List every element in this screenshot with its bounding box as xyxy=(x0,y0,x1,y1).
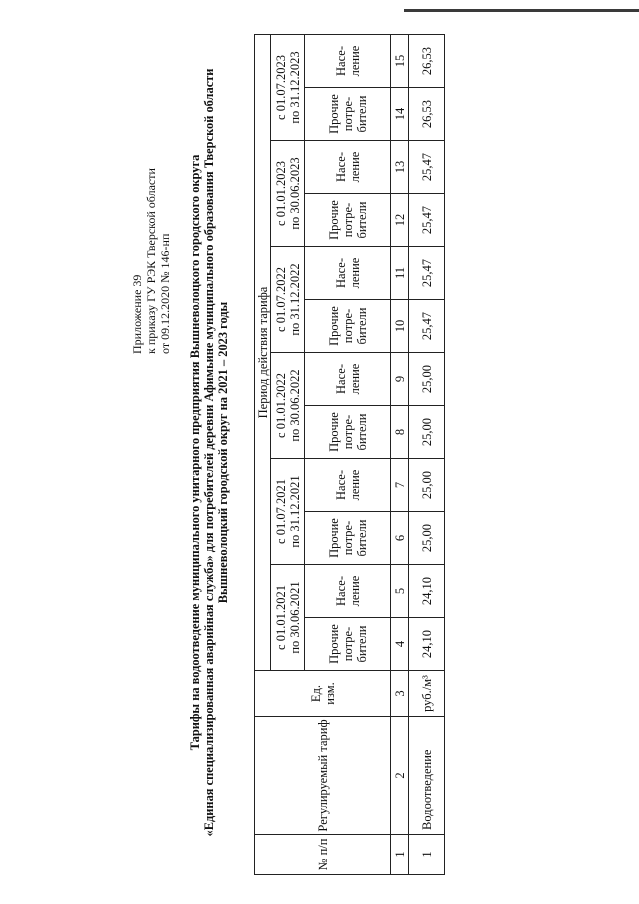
sub-population: Насе-ление xyxy=(305,459,391,512)
col-number: 8 xyxy=(391,406,409,459)
col-number: 1 xyxy=(391,835,409,875)
row-value: 26,53 xyxy=(409,35,445,88)
period-4: с 01.07.2022 по 31.12.2022 xyxy=(271,247,305,353)
title-line-3: Вышневолоцкий городской округ на 2021 – 2023 годы xyxy=(216,301,230,604)
header-no: № п/п xyxy=(255,835,391,875)
row-value: 25,47 xyxy=(409,247,445,300)
table-row xyxy=(409,35,445,875)
title-line-2: «Единая специализированная аварийная служба» для потребителей деревни Афимьине муниципального образования Тверской области xyxy=(202,68,216,837)
col-number: 9 xyxy=(391,353,409,406)
appendix-line-2: к приказу ГУ РЭК Тверской области xyxy=(144,168,158,354)
period-6: с 01.07.2023 по 31.12.2023 xyxy=(271,35,305,141)
row-unit: руб./м³ xyxy=(409,671,445,717)
sub-other: Прочие потре-бители xyxy=(305,512,391,565)
row-value: 24,10 xyxy=(409,565,445,618)
col-number: 3 xyxy=(391,671,409,717)
sub-population: Насе-ление xyxy=(305,353,391,406)
col-number: 7 xyxy=(391,459,409,512)
col-number: 10 xyxy=(391,300,409,353)
col-number: 11 xyxy=(391,247,409,300)
appendix-note xyxy=(130,24,172,354)
column-number-row xyxy=(391,35,409,875)
row-tariff: Водоотведение xyxy=(409,717,445,835)
col-number: 2 xyxy=(391,717,409,835)
sub-population: Насе-ление xyxy=(305,247,391,300)
sub-other: Прочие потре-бители xyxy=(305,618,391,671)
col-number: 15 xyxy=(391,35,409,88)
sub-other: Прочие потре-бители xyxy=(305,300,391,353)
header-unit: Ед. изм. xyxy=(255,671,391,717)
header-tariff: Регулируемый тариф xyxy=(255,717,391,835)
sub-population: Насе-ление xyxy=(305,565,391,618)
sub-other: Прочие потре-бители xyxy=(305,194,391,247)
row-value: 25,00 xyxy=(409,459,445,512)
appendix-line-3: от 09.12.2020 № 146-нп xyxy=(158,233,172,354)
title-line-1: Тарифы на водоотведение муниципального унитарного предприятия Вышневолоцкого городского округа xyxy=(188,154,202,751)
period-2: с 01.07.2021 по 31.12.2021 xyxy=(271,459,305,565)
appendix-line-1: Приложение 39 xyxy=(130,274,144,354)
col-number: 4 xyxy=(391,618,409,671)
document-title xyxy=(188,20,230,885)
row-value: 24,10 xyxy=(409,618,445,671)
row-value: 25,00 xyxy=(409,353,445,406)
col-number: 12 xyxy=(391,194,409,247)
sub-other: Прочие потре-бители xyxy=(305,406,391,459)
sub-other: Прочие потре-бители xyxy=(305,88,391,141)
scan-edge xyxy=(404,9,639,12)
col-number: 13 xyxy=(391,141,409,194)
period-1: с 01.01.2021 по 30.06.2021 xyxy=(271,565,305,671)
row-value: 25,47 xyxy=(409,194,445,247)
tariff-table xyxy=(254,34,445,875)
col-number: 14 xyxy=(391,88,409,141)
col-number: 6 xyxy=(391,512,409,565)
sub-population: Насе-ление xyxy=(305,141,391,194)
row-value: 25,00 xyxy=(409,406,445,459)
row-value: 26,53 xyxy=(409,88,445,141)
row-value: 25,47 xyxy=(409,300,445,353)
period-5: с 01.01.2023 по 30.06.2023 xyxy=(271,141,305,247)
row-value: 25,47 xyxy=(409,141,445,194)
col-number: 5 xyxy=(391,565,409,618)
document-page xyxy=(130,20,639,885)
row-no: 1 xyxy=(409,835,445,875)
period-3: с 01.01.2022 по 30.06.2022 xyxy=(271,353,305,459)
header-period: Период действия тарифа xyxy=(255,35,271,671)
row-value: 25,00 xyxy=(409,512,445,565)
sub-population: Насе-ление xyxy=(305,35,391,88)
